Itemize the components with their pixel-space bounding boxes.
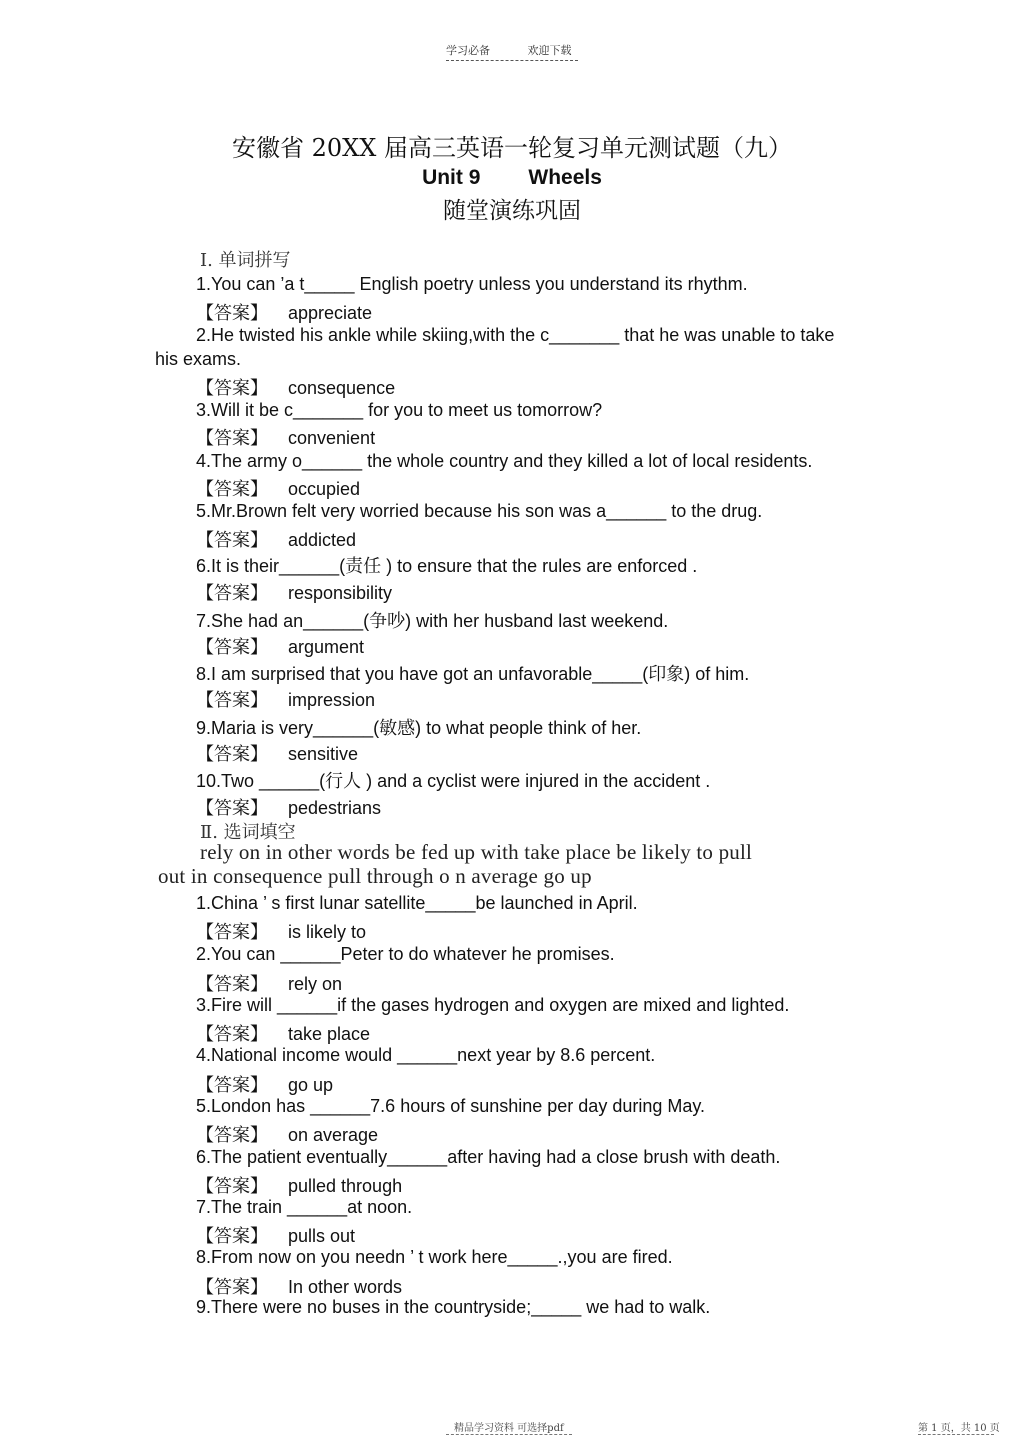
- section-heading: Ⅱ. 选词填空: [200, 822, 296, 843]
- answer: [196, 1020, 370, 1046]
- answer: [196, 918, 366, 944]
- answer: [196, 299, 372, 325]
- answer-tag: 【答案】: [196, 378, 268, 399]
- answer-tag: 【答案】: [196, 637, 268, 658]
- question: 9.There were no buses in the countryside;_____ we had to walk.: [196, 1297, 711, 1317]
- question: 4.National income would ______next year by 8.6 percent.: [196, 1045, 656, 1065]
- answer-tag: 【答案】: [196, 1226, 268, 1247]
- answer: [196, 686, 375, 712]
- answer-tag: 【答案】: [196, 922, 268, 943]
- answer-tag: 【答案】: [196, 1125, 268, 1146]
- word-bank: out in consequence pull through o n average go up: [158, 864, 592, 888]
- answer: [196, 1172, 402, 1198]
- answer-tag: 【答案】: [196, 744, 268, 765]
- unit-title: [0, 166, 1024, 190]
- answer-tag: 【答案】: [196, 1024, 268, 1045]
- answer-text: In other words: [288, 1277, 403, 1297]
- answer-text: sensitive: [288, 744, 359, 764]
- answer-tag: 【答案】: [196, 479, 268, 500]
- answer: [196, 633, 364, 659]
- answer-tag: 【答案】: [196, 690, 268, 711]
- answer-tag: 【答案】: [196, 303, 268, 324]
- question: 7.The train ______at noon.: [196, 1197, 413, 1217]
- answer-text: go up: [288, 1075, 334, 1095]
- question: 2.You can ______Peter to do whatever he promises.: [196, 944, 615, 964]
- question: 6.It is their______(责任 ) to ensure that the rules are enforced .: [196, 556, 698, 576]
- answer: [196, 1273, 402, 1299]
- answer-text: take place: [288, 1024, 371, 1044]
- unit-name: Wheels: [528, 166, 602, 189]
- answer-text: on average: [288, 1125, 379, 1145]
- question: 4.The army o______ the whole country and they killed a lot of local residents.: [196, 451, 813, 471]
- page-title: 安徽省 20XX 届高三英语一轮复习单元测试题（九）: [232, 134, 792, 162]
- answer-text: pulled through: [288, 1176, 403, 1196]
- answer: [196, 526, 356, 552]
- answer-tag: 【答案】: [196, 428, 268, 449]
- answer-tag: 【答案】: [196, 974, 268, 995]
- answer-tag: 【答案】: [196, 1277, 268, 1298]
- answer: [196, 970, 342, 996]
- answer: [196, 579, 392, 605]
- page-header: [446, 42, 606, 58]
- footer-divider: [918, 1434, 994, 1435]
- answer-text: convenient: [288, 428, 376, 448]
- answer: [196, 794, 381, 820]
- answer-text: occupied: [288, 479, 361, 499]
- question: 10.Two ______(行人 ) and a cyclist were injured in the accident .: [196, 771, 711, 791]
- answer-text: pulls out: [288, 1226, 356, 1246]
- answer: [196, 740, 358, 766]
- answer-tag: 【答案】: [196, 1075, 268, 1096]
- header-left-text: 学习必备: [446, 44, 490, 57]
- question: 9.Maria is very______(敏感) to what people think of her.: [196, 718, 642, 738]
- answer: [196, 374, 395, 400]
- answer-text: pedestrians: [288, 798, 382, 818]
- unit-number: Unit 9: [422, 166, 481, 189]
- answer-text: rely on: [288, 974, 343, 994]
- question: 1.You can ’a t_____ English poetry unless you understand its rhythm.: [196, 274, 748, 294]
- footer-divider: [446, 1434, 572, 1435]
- section-heading: Ⅰ. 单词拼写: [200, 250, 291, 271]
- answer-tag: 【答案】: [196, 583, 268, 604]
- answer: [196, 1121, 378, 1147]
- answer-text: appreciate: [288, 303, 373, 323]
- answer: [196, 1222, 355, 1248]
- answer-text: impression: [288, 690, 376, 710]
- question: 8.From now on you needn ’ t work here_____.,you are fired.: [196, 1247, 673, 1267]
- answer-tag: 【答案】: [196, 1176, 268, 1197]
- answer-text: argument: [288, 637, 365, 657]
- answer-tag: 【答案】: [196, 798, 268, 819]
- question: 5.London has ______7.6 hours of sunshine per day during May.: [196, 1096, 706, 1116]
- question: 3.Fire will ______if the gases hydrogen and oxygen are mixed and lighted.: [196, 995, 790, 1015]
- header-right-text: 欢迎下载: [527, 44, 572, 57]
- word-bank: rely on in other words be fed up with take place be likely to pull: [200, 840, 753, 864]
- answer-text: is likely to: [288, 922, 367, 942]
- question: 3.Will it be c_______ for you to meet us tomorrow?: [196, 400, 603, 420]
- footer-center-text: 精品学习资料 可选择pdf: [454, 1423, 564, 1434]
- question: 2.He twisted his ankle while skiing,with the c_______ that he was unable to take: [196, 325, 835, 345]
- question: 5.Mr.Brown felt very worried because his son was a______ to the drug.: [196, 501, 763, 521]
- page-subtitle: 随堂演练巩固: [443, 198, 581, 224]
- answer-tag: 【答案】: [196, 530, 268, 551]
- answer-text: addicted: [288, 530, 357, 550]
- answer-text: consequence: [288, 378, 396, 398]
- question: 6.The patient eventually______after having had a close brush with death.: [196, 1147, 781, 1167]
- answer: [196, 424, 375, 450]
- question-continued: his exams.: [155, 349, 242, 369]
- answer: [196, 475, 360, 501]
- question: 1.China ’ s first lunar satellite_____be launched in April.: [196, 893, 638, 913]
- page-number: 第 1 页，共 10 页: [918, 1423, 1000, 1434]
- header-divider: [446, 60, 578, 61]
- answer-text: responsibility: [288, 583, 393, 603]
- answer: [196, 1071, 333, 1097]
- question: 7.She had an______(争吵) with her husband last weekend.: [196, 611, 669, 631]
- question: 8.I am surprised that you have got an unfavorable_____(印象) of him.: [196, 664, 750, 684]
